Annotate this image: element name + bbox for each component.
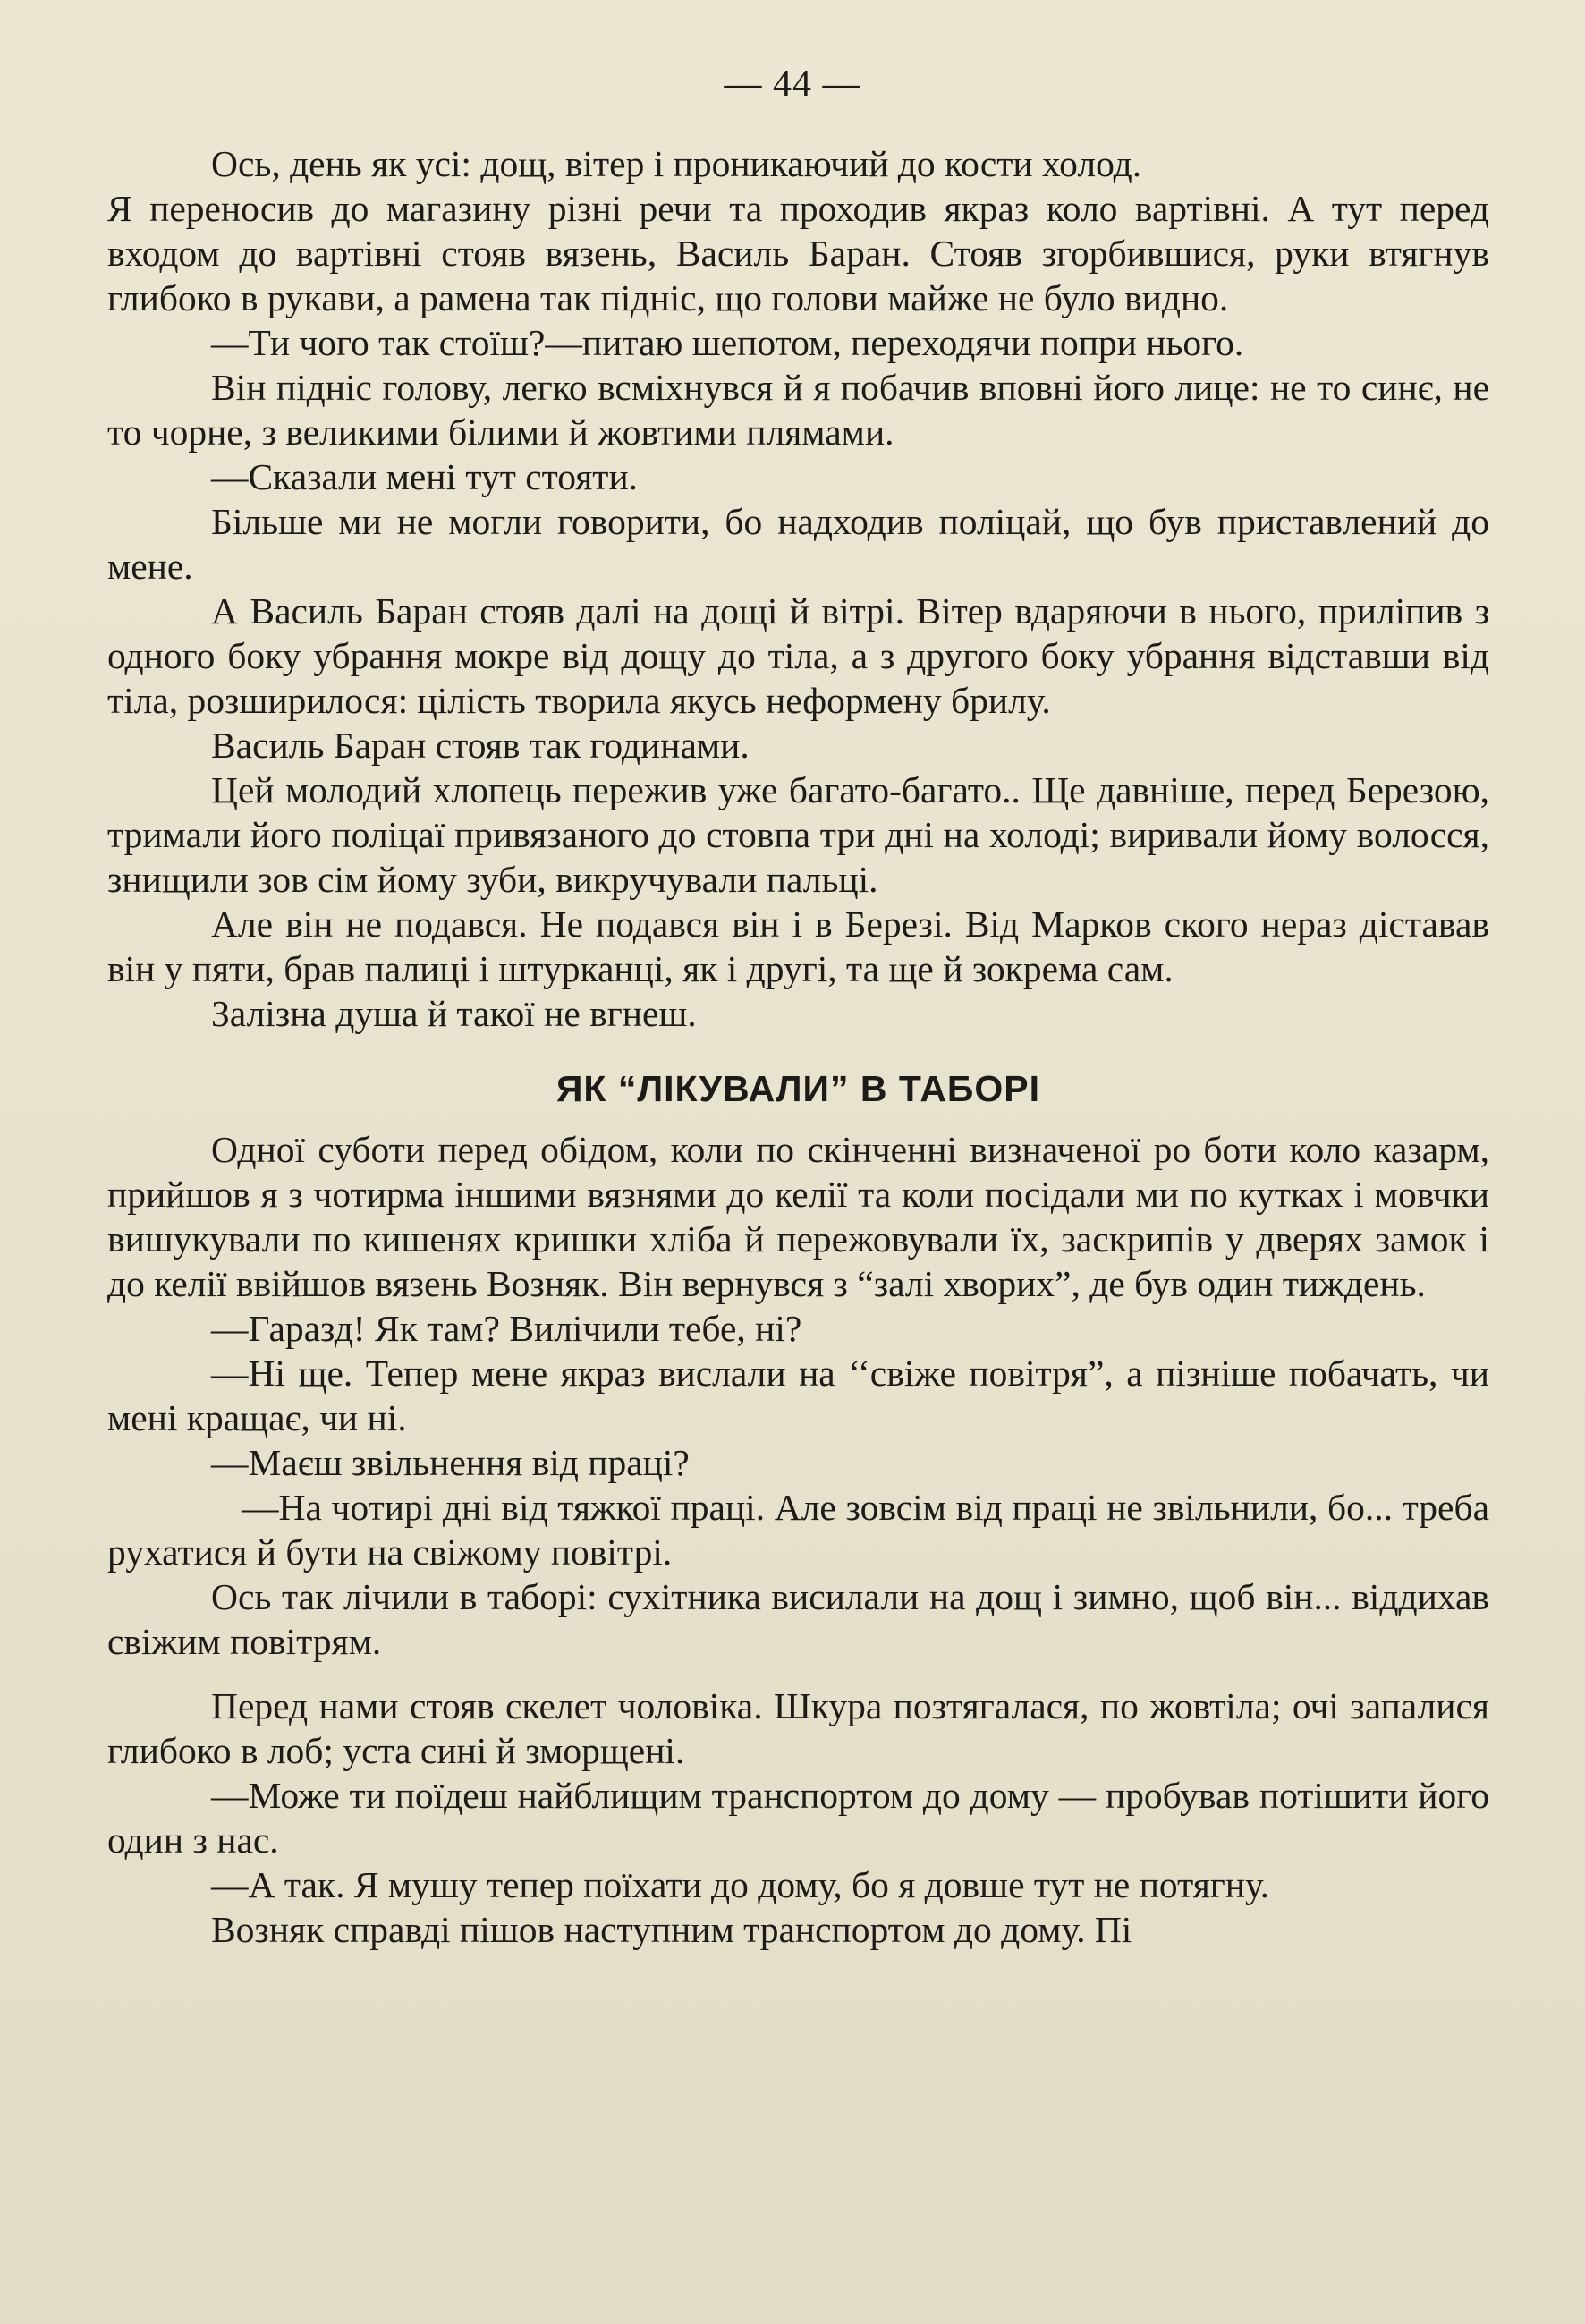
paragraph: Він підніс голову, легко всміхнувся й я побачив вповні його лице: не то синє, не то чорне, з великими білими й жовтими плямами. bbox=[107, 367, 1489, 453]
paragraph: Я переносив до магазину різні речи та проходив якраз коло вартівні. А тут перед входом до вартівні стояв вязень, Василь Баран. Стояв згорбившися, руки втягнув глибоко в рукави, а рамена так підніс, що голови майже не було видно. bbox=[107, 188, 1489, 318]
paragraph: Ось так лічили в таборі: сухітника висилали на дощ і зимно, щоб він... віддихав свіжим повітрям. bbox=[107, 1576, 1489, 1662]
paragraph: Але він не подався. Не подався він і в Березі. Від Марков ского нераз діставав він у пяти, брав палиці і штурканці, як і другі, та ще й зокрема сам. bbox=[107, 903, 1489, 989]
paragraph: Більше ми не могли говорити, бо надходив поліцай, що був приставлений до мене. bbox=[107, 501, 1489, 587]
paragraph: Ось, день як усі: дощ, вітер і проникаючий до кости холод. bbox=[211, 143, 1142, 184]
paragraph: —Гаразд! Як там? Вилічили тебе, ні? bbox=[211, 1308, 802, 1349]
paragraph: —А так. Я мушу тепер поїхати до дому, бо я довше тут не потягну. bbox=[211, 1864, 1270, 1905]
paragraph: Перед нами стояв скелет чоловіка. Шкура позтягалася, по жовтіла; очі запалися глибоко в лоб; уста сині й зморщені. bbox=[107, 1685, 1489, 1771]
paragraph: Одної суботи перед обідом, коли по скінченні визначеної ро боти коло казарм, прийшов я з чотирма іншими вязнями до келії та коли посідали ми по кутках і мовчки вишукували по кишенях кришки хліба й пережовували їх, заскрипів у дверях замок і до келії ввійшов вязень Возняк. Він вернувся з “залі хворих”, де був один тиждень. bbox=[107, 1129, 1489, 1304]
paragraph: —На чотирі дні від тяжкої праці. Але зовсім від праці не звільнили, бо... треба рухатися й бути на свіжому повітрі. bbox=[107, 1487, 1489, 1573]
paragraph: —Сказали мені тут стояти. bbox=[211, 456, 639, 497]
paragraph: —Ти чого так стоїш?—питаю шепотом, переходячи попри нього. bbox=[211, 322, 1244, 363]
page-number: — 44 — bbox=[724, 64, 861, 105]
paragraph: —Може ти поїдеш найблищим транспортом до дому — пробував потішити його один з нас. bbox=[107, 1775, 1489, 1861]
paragraph: —Ні ще. Тепер мене якраз вислали на ‘‘свіже повітря”, а пізніше побачать, чи мені кращає, чи ні. bbox=[107, 1353, 1489, 1438]
paragraph: Цей молодий хлопець пережив уже багато-багато.. Ще давніше, перед Березою, тримали його поліцаї привязаного до стовпа три дні на холоді; виривали йому волосся, знищили зов сім йому зуби, викручували пальці. bbox=[107, 769, 1489, 900]
section-heading: ЯК “ЛІКУВАЛИ” В ТАБОРІ bbox=[555, 1068, 1041, 1109]
page-body bbox=[107, 141, 1489, 1952]
paragraph: А Василь Баран стояв далі на дощі й вітрі. Вітер вдаряючи в нього, приліпив з одного боку убрання мокре від дощу до тіла, а з другого боку убрання відставши від тіла, розширилося: цілість творила якусь неформену брилу. bbox=[107, 590, 1489, 721]
paragraph: Василь Баран стояв так годинами. bbox=[211, 725, 750, 766]
paragraph: Залізна душа й такої не вгнеш. bbox=[211, 993, 697, 1034]
paragraph: —Маєш звільнення від праці? bbox=[211, 1442, 690, 1483]
paragraph: Возняк справді пішов наступним транспортом до дому. Пі bbox=[211, 1909, 1132, 1950]
